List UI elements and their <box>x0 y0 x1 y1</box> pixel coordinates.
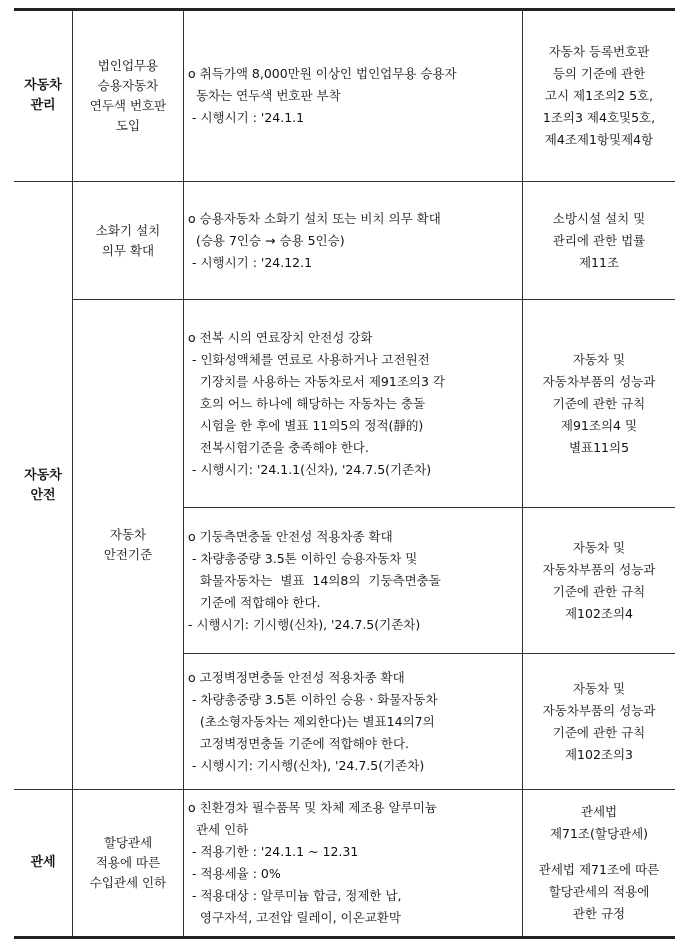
item-cell: 할당관세 적용에 따른 수입관세 인하 <box>73 790 184 938</box>
content-line: 고정벽정면충돌 기준에 적합해야 한다. <box>188 735 410 751</box>
basis-text: 관세법 제71조에 따른 할당관세의 적용에 관한 규정 <box>538 862 660 921</box>
content-cell <box>184 654 523 790</box>
category-cell: 관세 <box>14 790 73 938</box>
content-line: 전복시험기준을 충족해야 한다. <box>188 439 369 455</box>
content-line: o 친환경차 필수품목 및 차체 제조용 알루미늄 <box>188 800 437 815</box>
content-line: 호의 어느 하나에 해당하는 자동차는 충돌 <box>188 395 426 411</box>
category-cell: 자동차 관리 <box>14 10 73 182</box>
content-line: - 적용기한 : '24.1.1 ~ 12.31 <box>188 844 359 859</box>
content-line: 기장치를 사용하는 자동차로서 제91조의3 각 <box>188 373 445 389</box>
regulation-table <box>14 8 675 939</box>
table-row <box>14 10 675 182</box>
category-cell: 자동차 안전 <box>14 182 73 790</box>
content-line: (승용 7인승 → 승용 5인승) <box>188 232 345 248</box>
content-line: 기준에 적합해야 한다. <box>188 594 321 610</box>
content-line: - 시행시기: 기시행(신차), '24.7.5(기존차) <box>188 616 421 632</box>
content-line: - 시행시기: 기시행(신차), '24.7.5(기존차) <box>188 757 425 773</box>
content-line: 시험을 한 후에 별표 11의5의 정적(靜的) <box>188 417 424 433</box>
content-line: - 시행시기 : '24.12.1 <box>188 254 313 270</box>
basis-cell: 자동차 및 자동차부품의 성능과 기준에 관한 규칙 제102조의3 <box>523 654 676 790</box>
item-cell: 법인업무용 승용자동차 연두색 번호판 도입 <box>73 10 184 182</box>
content-line: o 고정벽정면충돌 안전성 적용차종 확대 <box>188 669 405 685</box>
content-line: - 시행시기 : '24.1.1 <box>188 110 305 125</box>
content-line: - 인화성액체를 연료로 사용하거나 고전원전 <box>188 351 430 367</box>
content-line: - 차량총중량 3.5톤 이하인 승용자동차 및 <box>188 550 418 566</box>
content-cell <box>184 300 523 508</box>
table-row <box>14 300 675 508</box>
content-line: (초소형자동차는 제외한다)는 별표14의7의 <box>188 713 435 729</box>
content-cell <box>184 10 523 182</box>
table-row <box>14 790 675 938</box>
content-line: - 적용대상 : 알루미늄 합금, 정제한 납, <box>188 888 402 903</box>
content-line: o 전복 시의 연료장치 안전성 강화 <box>188 329 373 345</box>
content-line: 화물자동차는 별표 14의8의 기둥측면충돌 <box>188 572 441 588</box>
content-line: - 차량총중량 3.5톤 이하인 승용ㆍ화물자동차 <box>188 691 438 707</box>
content-cell <box>184 790 523 938</box>
basis-cell: 자동차 등록번호판 등의 기준에 관한 고시 제1조의2 5호, 1조의3 제4호및5호, 제4조제1항및제4항 <box>523 10 676 182</box>
spacer <box>523 845 675 859</box>
content-line: o 기둥측면충돌 안전성 적용차종 확대 <box>188 528 393 544</box>
content-cell <box>184 182 523 300</box>
table-row <box>14 182 675 300</box>
content-line: o 승용자동차 소화기 설치 또는 비치 의무 확대 <box>188 210 441 226</box>
basis-cell: 자동차 및 자동차부품의 성능과 기준에 관한 규칙 제91조의4 및 별표11의5 <box>523 300 676 508</box>
item-cell: 자동차 안전기준 <box>73 300 184 790</box>
basis-cell: 소방시설 설치 및 관리에 관한 법률 제11조 <box>523 182 676 300</box>
content-line: 동차는 연두색 번호판 부착 <box>188 88 341 103</box>
content-line: o 취득가액 8,000만원 이상인 법인업무용 승용자 <box>188 66 457 81</box>
content-line: 영구자석, 고전압 릴레이, 이온교환막 <box>188 910 401 925</box>
item-cell: 소화기 설치 의무 확대 <box>73 182 184 300</box>
content-line: - 시행시기: '24.1.1(신차), '24.7.5(기존차) <box>188 461 432 477</box>
content-cell <box>184 508 523 654</box>
content-line: - 적용세율 : 0% <box>188 866 281 881</box>
basis-cell: 자동차 및 자동차부품의 성능과 기준에 관한 규칙 제102조의4 <box>523 508 676 654</box>
content-line: 관세 인하 <box>188 822 249 837</box>
basis-cell <box>523 790 676 938</box>
basis-text: 관세법 제71조(할당관세) <box>549 804 649 841</box>
